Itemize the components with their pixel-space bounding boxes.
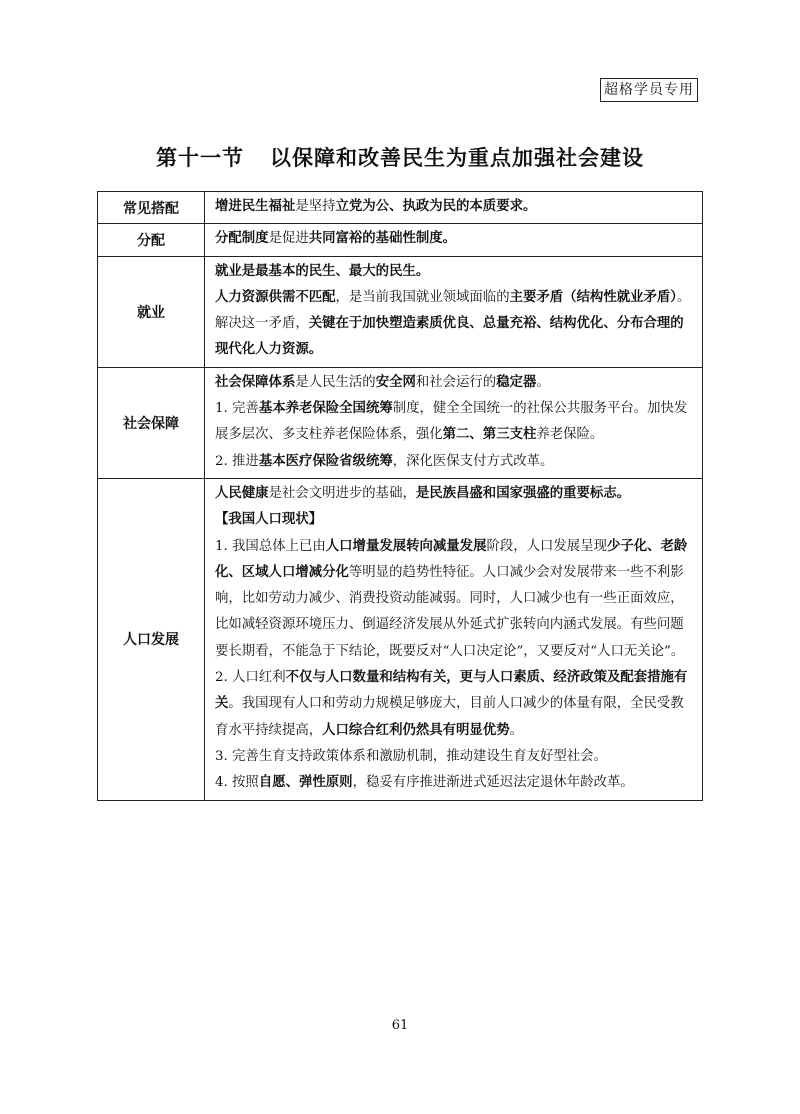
emphasis-text: 不仅与人口数量和结构有关，更与人口素质、经济政策及配套措施有关: [215, 670, 688, 712]
body-text: 和社会运行的: [415, 374, 497, 390]
row-category-label: 常见搭配: [98, 192, 205, 224]
emphasis-text: 少子化、老龄化、区域人口增减分化: [215, 538, 688, 580]
row-content: [205, 256, 703, 367]
emphasis-text: 稳定器: [496, 374, 537, 390]
row-category-label: 分配: [98, 224, 205, 256]
body-text: 制度，健全全国统一的社保公共服务平台。加快发展多层次、多支柱养老保险体系，强化: [215, 401, 688, 443]
body-text: 4. 按照: [215, 775, 259, 791]
body-text: 1. 我国总体上已由: [215, 538, 326, 554]
content-paragraph: [215, 770, 697, 796]
content-paragraph: [215, 285, 697, 364]
emphasis-text: 社会保障体系: [215, 374, 296, 390]
body-text: 是人民生活的: [295, 374, 376, 390]
content-paragraph: [215, 534, 697, 665]
table-row: [98, 367, 703, 478]
page-number: 61: [391, 1018, 409, 1033]
body-text: 。我国现有人口和劳动力规模足够庞大，目前人口减少的体量有限，全民受教育水平持续提高，: [215, 696, 684, 738]
emphasis-text: 人口增量发展转向减量发展: [325, 538, 487, 554]
emphasis-text: 基本养老保险全国统筹: [258, 401, 393, 417]
emphasis-text: 安全网: [375, 374, 416, 390]
member-only-badge: 超格学员专用: [600, 78, 698, 102]
body-text: 。: [509, 722, 523, 738]
emphasis-text: 主要矛盾（结构性就业矛盾）: [509, 289, 677, 305]
content-paragraph: [215, 370, 697, 396]
emphasis-text: 人民健康: [215, 485, 269, 501]
emphasis-text: 第二、第三支柱: [442, 427, 537, 443]
content-paragraph: [215, 396, 697, 449]
emphasis-text: 关键在于加快塑造素质优良、总量充裕、结构优化、分布合理的现代化人力资源。: [215, 316, 684, 358]
content-paragraph: [215, 507, 697, 533]
body-text: 。解决这一矛盾，: [215, 289, 691, 332]
row-category-label: 社会保障: [98, 367, 205, 478]
emphasis-text: 就业是最基本的民生、最大的民生。: [215, 263, 430, 279]
row-content: [205, 192, 703, 224]
body-text: ，是当前我国就业领域面临的: [335, 289, 510, 305]
content-paragraph: [215, 665, 697, 744]
emphasis-text: 分配制度: [215, 231, 269, 247]
row-content: [205, 478, 703, 800]
row-category-label: 人口发展: [98, 478, 205, 800]
emphasis-text: 人力资源供需不匹配: [215, 289, 336, 305]
body-text: ，深化医保支付方式改革。: [392, 453, 554, 469]
body-text: 2. 推进: [215, 453, 259, 469]
page-title: [0, 142, 800, 172]
row-content: [205, 224, 703, 256]
body-text: 2. 人口红利: [215, 670, 286, 686]
emphasis-text: 基本医疗保险省级统筹: [258, 453, 393, 469]
body-text: 是社会文明进步的基础，: [268, 485, 416, 501]
table-row: [98, 224, 703, 256]
content-table: [97, 191, 703, 801]
row-category-label: 就业: [98, 256, 205, 367]
section-title: 以保障和改善民生为重点加强社会建设: [270, 145, 644, 170]
emphasis-text: 【我国人口现状】: [215, 512, 323, 528]
content-paragraph: [215, 744, 697, 770]
body-text: 等明显的趋势性特征。人口减少会对发展带来一些不利影响，比如劳动力减少、消费投资动能减弱。同时，人口减少也有一些正面效应，比如减轻资源环境压力、倒逼经济发展从外延式扩张转向内涵式发展。有些问题要长期看，不能急于下结论，既要反对“人口决定论”，又要反对“人口无关论”。: [215, 564, 685, 659]
emphasis-text: 立党为公、执政为民的本质要求。: [335, 199, 537, 214]
emphasis-text: 自愿、弹性原则: [258, 775, 353, 791]
body-text: 是坚持: [295, 199, 336, 214]
row-content: [205, 367, 703, 478]
content-paragraph: [215, 481, 697, 507]
content-paragraph: [215, 226, 697, 252]
body-text: 养老保险。: [536, 427, 604, 443]
table-row: [98, 192, 703, 224]
body-text: 3. 完善生育支持政策体系和激励机制，推动建设生育友好型社会。: [215, 748, 607, 764]
emphasis-text: 是民族昌盛和国家强盛的重要标志。: [415, 485, 631, 501]
emphasis-text: 共同富裕的基础性制度。: [308, 231, 457, 247]
content-paragraph: [215, 449, 697, 475]
body-text: ，稳妥有序推进渐进式延迟法定退休年龄改革。: [352, 775, 634, 791]
table-row: [98, 256, 703, 367]
emphasis-text: 人口综合红利仍然具有明显优势: [322, 722, 510, 738]
body-text: 。: [536, 374, 550, 390]
body-text: 是促进: [268, 231, 309, 247]
body-text: 1. 完善: [215, 401, 259, 417]
table-row: [98, 478, 703, 800]
section-number: 第十一节: [156, 145, 244, 170]
content-paragraph: [215, 259, 697, 285]
content-paragraph: [215, 194, 697, 220]
body-text: 阶段，人口发展呈现: [486, 538, 607, 554]
emphasis-text: 增进民生福祉: [215, 199, 296, 214]
